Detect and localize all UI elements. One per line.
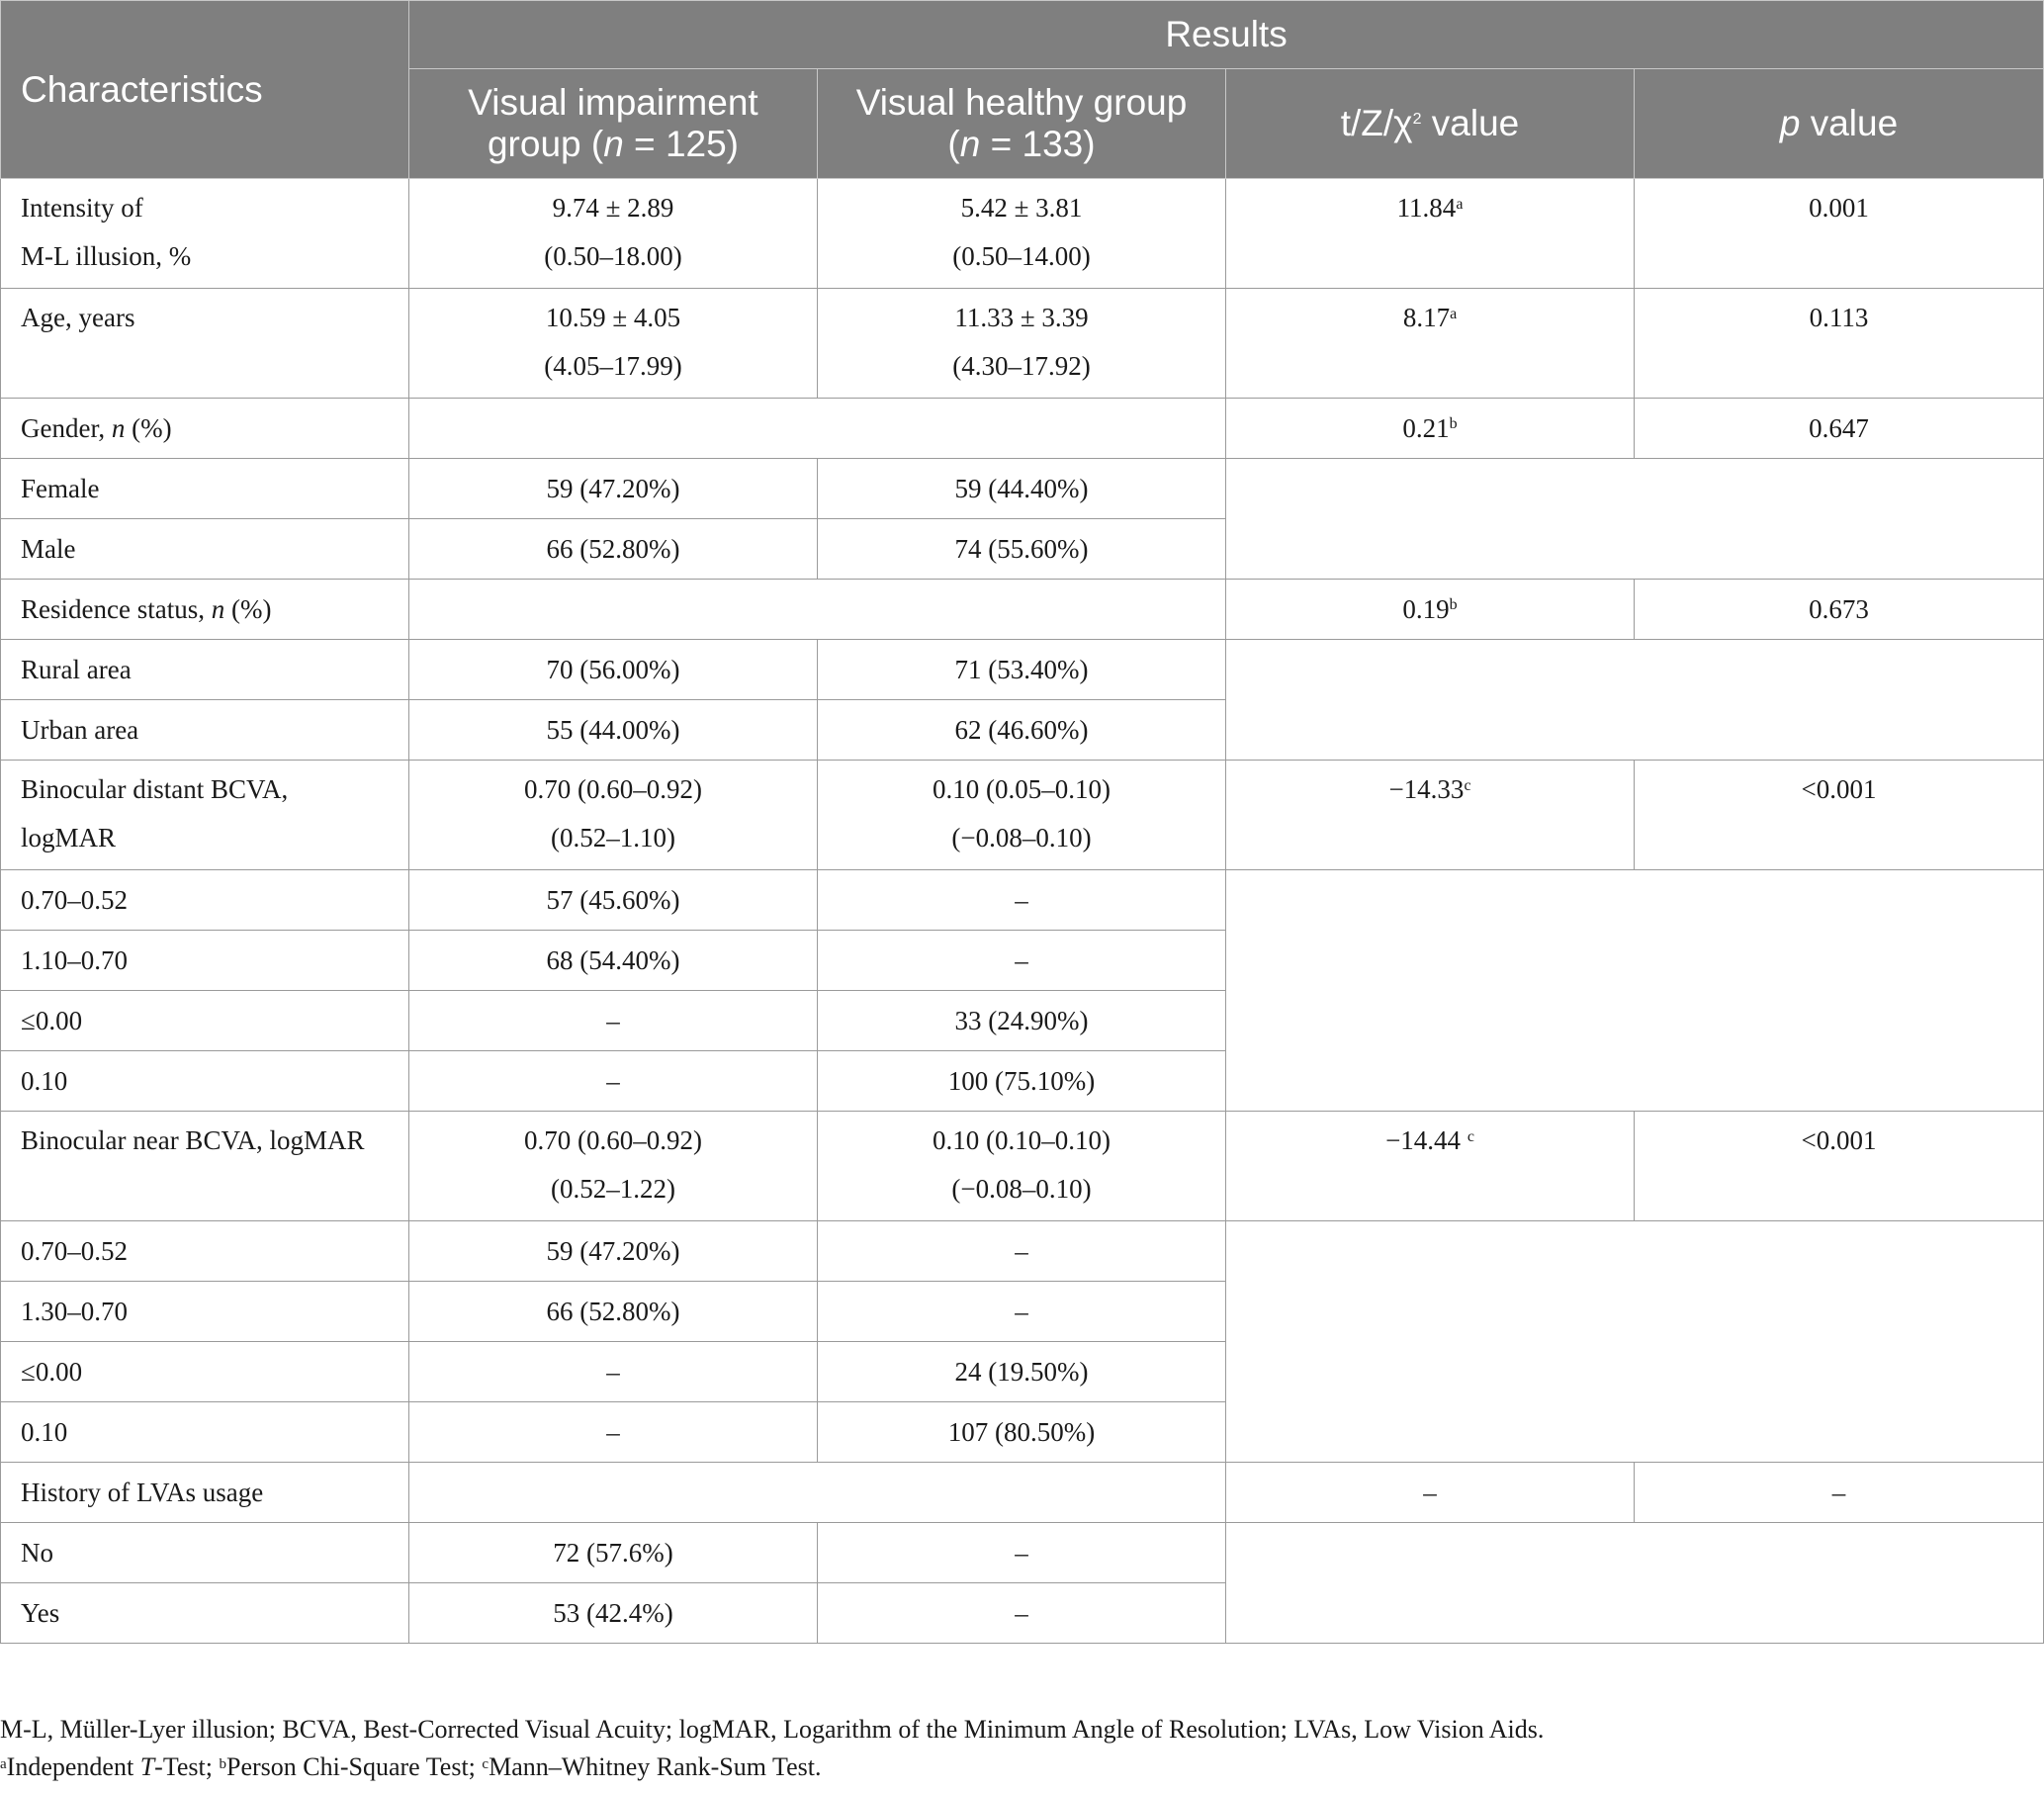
cell-empty-stats (1226, 1523, 2044, 1644)
cell-value-line: 100 (75.10%) (947, 1066, 1096, 1096)
cell-value-line: 5.42 ± 3.81 (960, 193, 1083, 223)
table-row (1, 1221, 2044, 1282)
row-label-line: Binocular near BCVA, logMAR (21, 1125, 365, 1155)
cell-value-line: 70 (56.00%) (546, 655, 680, 684)
cell-visual-healthy (818, 761, 1226, 870)
row-label-line: ≤0.00 (21, 1006, 83, 1035)
cell-visual-impairment (409, 1523, 818, 1583)
header-statistic-value (1226, 69, 1635, 179)
cell-value-line: – (1015, 1236, 1028, 1266)
footnote-c: Mann–Whitney Rank-Sum Test. (489, 1752, 822, 1781)
row-label (1, 1523, 409, 1583)
cell-value-line: 74 (55.60%) (954, 534, 1089, 564)
statistic-test-marker: b (1449, 596, 1458, 613)
table-body (1, 179, 2044, 1644)
header-vh-line2-post: = 133) (980, 124, 1096, 164)
row-label-n: n (111, 413, 126, 443)
cell-visual-healthy (818, 700, 1226, 761)
cell-statistic (1226, 580, 1635, 640)
footnote-tests (0, 1748, 1544, 1786)
cell-value-line: 107 (80.50%) (947, 1417, 1096, 1447)
row-label (1, 1112, 409, 1221)
cell-empty-groups (409, 580, 1226, 640)
row-label (1, 1583, 409, 1644)
row-label (1, 399, 409, 459)
cell-statistic-line (1226, 184, 1634, 232)
p-value: – (1831, 1478, 1846, 1507)
cell-statistic-line (1226, 765, 1634, 814)
row-label (1, 1282, 409, 1342)
cell-visual-impairment (409, 519, 818, 580)
header-vh-n: n (959, 124, 981, 164)
row-label-line: ≤0.00 (21, 1357, 83, 1387)
cell-visual-healthy (818, 459, 1226, 519)
table-row (1, 399, 2044, 459)
cell-visual-impairment (409, 1402, 818, 1463)
cell-visual-healthy (818, 519, 1226, 580)
cell-value-line: – (1015, 1598, 1028, 1628)
table-row (1, 459, 2044, 519)
cell-value-line: – (1015, 945, 1028, 975)
cell-visual-healthy (818, 1583, 1226, 1644)
row-label (1, 580, 409, 640)
row-label (1, 761, 409, 870)
cell-value-line: 11.33 ± 3.39 (954, 303, 1089, 332)
cell-value-line: 57 (45.60%) (546, 885, 680, 915)
statistic-value: 11.84 (1396, 193, 1457, 223)
footnote-sup-b: b (219, 1756, 226, 1772)
cell-visual-healthy (818, 1402, 1226, 1463)
cell-visual-impairment (409, 459, 818, 519)
cell-value-line: (4.05–17.99) (544, 351, 682, 381)
cell-visual-impairment (409, 870, 818, 931)
cell-visual-healthy (818, 1342, 1226, 1402)
cell-empty-groups (409, 399, 1226, 459)
statistic-test-marker: c (1464, 777, 1471, 794)
cell-visual-impairment (409, 700, 818, 761)
statistic-value: – (1423, 1478, 1437, 1507)
cell-visual-impairment (409, 1342, 818, 1402)
cell-value-line: 55 (44.00%) (546, 715, 680, 745)
cell-p-value (1635, 399, 2044, 459)
header-characteristics: Characteristics (1, 1, 409, 179)
cell-statistic (1226, 1112, 1635, 1221)
cell-value-line: (0.52–1.10) (551, 823, 675, 852)
cell-visual-healthy (818, 1051, 1226, 1112)
cell-value-line: 66 (52.80%) (546, 1297, 680, 1326)
cell-value-line: – (606, 1006, 620, 1035)
cell-p-value (1635, 761, 2044, 870)
statistic-value: −14.44 (1385, 1125, 1467, 1155)
row-label (1, 1463, 409, 1523)
cell-visual-impairment (409, 1282, 818, 1342)
row-label (1, 1221, 409, 1282)
footnote-a-pre: Independent (6, 1752, 140, 1781)
cell-statistic-line (1226, 294, 1634, 342)
row-label-line: Rural area (21, 655, 132, 684)
statistic-test-marker: b (1449, 415, 1458, 432)
table-row (1, 640, 2044, 700)
cell-p-value (1635, 1463, 2044, 1523)
p-value: <0.001 (1801, 774, 1877, 804)
row-label-line: 1.30–0.70 (21, 1297, 128, 1326)
row-label (1, 289, 409, 399)
cell-value-line: (−0.08–0.10) (951, 1174, 1092, 1204)
p-value: 0.113 (1809, 303, 1869, 332)
statistic-test-marker: a (1456, 196, 1464, 213)
cell-visual-healthy (818, 179, 1226, 289)
cell-value-line: 0.10 (0.05–0.10) (933, 774, 1111, 804)
row-label-line: logMAR (21, 823, 117, 852)
cell-value-line: – (606, 1417, 620, 1447)
p-value: 0.647 (1809, 413, 1869, 443)
statistic-test-marker: c (1466, 1128, 1474, 1145)
header-vh-line1: Visual healthy group (855, 82, 1188, 123)
row-label-line: No (21, 1538, 53, 1568)
p-value: <0.001 (1801, 1125, 1877, 1155)
cell-statistic-line (1226, 1117, 1634, 1165)
cell-statistic (1226, 1463, 1635, 1523)
cell-visual-healthy (818, 991, 1226, 1051)
cell-visual-healthy (818, 1112, 1226, 1221)
cell-visual-impairment (409, 1112, 818, 1221)
footnote-a-post: -Test; (154, 1752, 220, 1781)
row-label-line: Age, years (21, 303, 135, 332)
row-label-line: Female (21, 474, 100, 503)
cell-value-line: – (1015, 1297, 1028, 1326)
header-stat-sup: 2 (1412, 111, 1422, 128)
cell-value-line: 62 (46.60%) (954, 715, 1089, 745)
cell-value-line: 53 (42.4%) (553, 1598, 673, 1628)
footnote-sup-a: a (0, 1756, 7, 1772)
row-label-line: Male (21, 534, 76, 564)
row-label-line: Yes (21, 1598, 60, 1628)
footnote-abbreviations: M-L, Müller-Lyer illusion; BCVA, Best-Corrected Visual Acuity; logMAR, Logarithm of the Minimum Angle of Resolution; LVAs, Low Vision Aids. (0, 1715, 1545, 1744)
cell-p-value (1635, 580, 2044, 640)
row-label (1, 991, 409, 1051)
cell-value-line: 66 (52.80%) (546, 534, 680, 564)
cell-statistic-line (1226, 584, 1634, 634)
row-label-line: 0.10 (21, 1417, 68, 1447)
statistic-value: −14.33 (1388, 774, 1465, 804)
cell-value-line: – (1015, 885, 1028, 915)
table-row (1, 1463, 2044, 1523)
cell-visual-impairment (409, 1583, 818, 1644)
table-row (1, 761, 2044, 870)
header-vi-line2-pre: group ( (487, 124, 604, 164)
row-label-post: (%) (224, 594, 272, 624)
row-label-n: n (211, 594, 225, 624)
cell-value-line: 0.70 (0.60–0.92) (524, 1125, 702, 1155)
cell-visual-impairment (409, 179, 818, 289)
row-label-line: 0.10 (21, 1066, 68, 1096)
cell-statistic-line (1226, 1468, 1634, 1517)
p-value: 0.001 (1809, 193, 1869, 223)
cell-statistic-line (1226, 403, 1634, 453)
cell-visual-impairment (409, 640, 818, 700)
row-label-line: 0.70–0.52 (21, 1236, 128, 1266)
header-results: Results (409, 1, 2044, 69)
statistic-value: 8.17 (1402, 303, 1451, 332)
cell-value-line: 0.10 (0.10–0.10) (933, 1125, 1111, 1155)
footnote-b: Person Chi-Square Test; (226, 1752, 483, 1781)
cell-value-line: 68 (54.40%) (546, 945, 680, 975)
cell-statistic (1226, 399, 1635, 459)
row-label-pre: Residence status, (21, 594, 212, 624)
cell-p-value (1635, 179, 2044, 289)
cell-value-line: 9.74 ± 2.89 (552, 193, 674, 223)
cell-visual-impairment (409, 1221, 818, 1282)
cell-value-line: 59 (47.20%) (546, 474, 680, 503)
row-label-line: 0.70–0.52 (21, 885, 128, 915)
header-stat-post: value (1421, 103, 1520, 143)
cell-statistic (1226, 179, 1635, 289)
cell-empty-stats (1226, 459, 2044, 580)
row-label (1, 931, 409, 991)
header-vi-line2-post: = 125) (623, 124, 740, 164)
row-label (1, 179, 409, 289)
table-header (1, 1, 2044, 179)
table-row (1, 289, 2044, 399)
cell-value-line: (−0.08–0.10) (951, 823, 1092, 852)
row-label-line: Intensity of (21, 193, 143, 223)
row-label (1, 1402, 409, 1463)
cell-visual-impairment (409, 761, 818, 870)
row-label-line (21, 403, 408, 453)
row-label-pre: Gender, (21, 413, 112, 443)
cell-empty-stats (1226, 640, 2044, 761)
cell-value-line: (4.30–17.92) (952, 351, 1091, 381)
statistic-test-marker: a (1450, 306, 1458, 322)
statistic-value: 0.21 (1402, 413, 1450, 443)
cell-visual-impairment (409, 991, 818, 1051)
header-vi-n: n (603, 124, 624, 164)
row-label (1, 459, 409, 519)
cell-value-line: 59 (47.20%) (546, 1236, 680, 1266)
cell-empty-groups (409, 1463, 1226, 1523)
footnote-sup-c: c (482, 1756, 489, 1772)
cell-value-line: – (1015, 1538, 1028, 1568)
statistic-value: 0.19 (1402, 594, 1450, 624)
cell-visual-impairment (409, 289, 818, 399)
row-label (1, 700, 409, 761)
row-label-post: (%) (125, 413, 172, 443)
cell-p-value (1635, 1112, 2044, 1221)
cell-visual-impairment (409, 931, 818, 991)
row-label-line: History of LVAs usage (21, 1478, 264, 1507)
row-label (1, 1051, 409, 1112)
p-value: 0.673 (1809, 594, 1869, 624)
header-visual-healthy-group (818, 69, 1226, 179)
cell-empty-stats (1226, 870, 2044, 1112)
cell-visual-impairment (409, 1051, 818, 1112)
header-stat-pre: t/Z/χ (1340, 103, 1413, 143)
cell-value-line: – (606, 1357, 620, 1387)
cell-value-line: 10.59 ± 4.05 (545, 303, 681, 332)
cell-visual-healthy (818, 1523, 1226, 1583)
footnote-a-ital: T (139, 1752, 155, 1781)
cell-visual-healthy (818, 640, 1226, 700)
header-p-post: value (1800, 103, 1899, 143)
table-row (1, 580, 2044, 640)
row-label-line (21, 584, 408, 634)
table-row (1, 870, 2044, 931)
row-label-line: Binocular distant BCVA, (21, 774, 289, 804)
cell-value-line: 33 (24.90%) (954, 1006, 1089, 1035)
row-label-line: Urban area (21, 715, 139, 745)
cell-p-value (1635, 289, 2044, 399)
cell-visual-healthy (818, 1282, 1226, 1342)
header-visual-impairment-group (409, 69, 818, 179)
cell-value-line: 24 (19.50%) (954, 1357, 1089, 1387)
cell-value-line: 72 (57.6%) (553, 1538, 673, 1568)
row-label (1, 519, 409, 580)
cell-value-line: 59 (44.40%) (954, 474, 1089, 503)
cell-value-line: (0.52–1.22) (551, 1174, 675, 1204)
row-label (1, 640, 409, 700)
cell-value-line: (0.50–14.00) (952, 241, 1091, 271)
table-row (1, 1523, 2044, 1583)
cell-value-line: – (606, 1066, 620, 1096)
cell-value-line: 0.70 (0.60–0.92) (524, 774, 702, 804)
cell-visual-healthy (818, 289, 1226, 399)
cell-statistic (1226, 761, 1635, 870)
row-label-line: M-L illusion, % (21, 241, 192, 271)
row-label (1, 870, 409, 931)
cell-value-line: 71 (53.40%) (954, 655, 1089, 684)
row-label (1, 1342, 409, 1402)
row-label-line: 1.10–0.70 (21, 945, 128, 975)
cell-visual-healthy (818, 1221, 1226, 1282)
header-p-ital: p (1779, 103, 1801, 143)
cell-statistic (1226, 289, 1635, 399)
header-p-value (1635, 69, 2044, 179)
cell-empty-stats (1226, 1221, 2044, 1463)
header-vi-line1: Visual impairment (468, 82, 758, 123)
table-row (1, 1112, 2044, 1221)
table-row (1, 179, 2044, 289)
cell-visual-healthy (818, 870, 1226, 931)
table-footnotes (0, 1711, 1544, 1786)
cell-value-line: (0.50–18.00) (544, 241, 682, 271)
cell-visual-healthy (818, 931, 1226, 991)
header-vh-line2-pre: ( (947, 124, 960, 164)
